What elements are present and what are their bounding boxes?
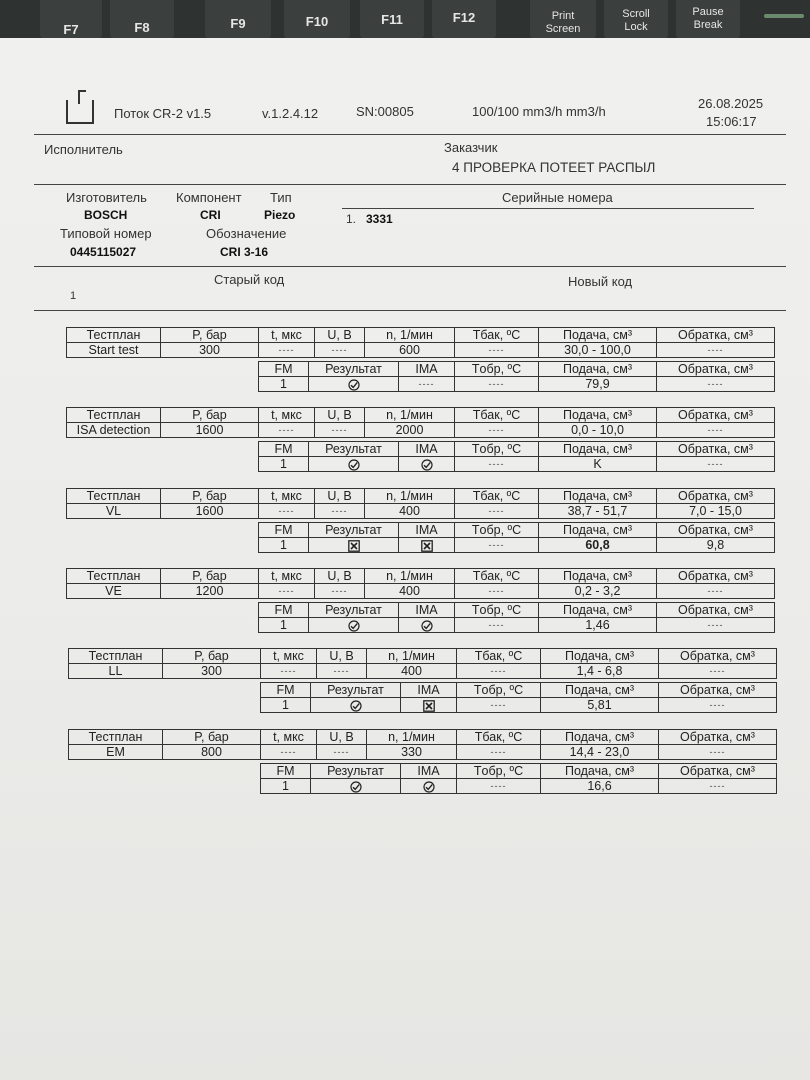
plan-return-range: ----: [657, 343, 775, 358]
check-fail-icon: [421, 540, 433, 552]
check-ok-icon: [350, 700, 362, 712]
plan-return-range: ----: [659, 745, 777, 760]
result-fm: 1: [261, 698, 311, 713]
customer-value: 4 ПРОВЕРКА ПОТЕЕТ РАСПЫЛ: [452, 160, 656, 175]
col-testplan: Тестплан: [69, 649, 163, 664]
plan-n: 400: [365, 584, 455, 599]
test-header-row: [67, 408, 775, 423]
maker-label: Изготовитель: [66, 190, 147, 205]
app-name: Поток CR-2 v1.5: [114, 106, 212, 121]
result-return: 9,8: [657, 538, 775, 553]
plan-n: 400: [367, 664, 457, 679]
type-value: Piezo: [264, 208, 296, 222]
plan-t: ----: [261, 664, 317, 679]
col-u: U, В: [317, 649, 367, 664]
new-code-label: Новый код: [568, 274, 633, 289]
col-supply: Подача, см³: [539, 603, 657, 618]
col-n: n, 1/мин: [367, 730, 457, 745]
result-fm: 1: [259, 377, 309, 392]
col-tobr: Tобр, ºC: [455, 523, 539, 538]
col-ima: IMA: [401, 764, 457, 779]
plan-t: ----: [259, 504, 315, 519]
col-p: P, бар: [163, 649, 261, 664]
executor-label: Исполнитель: [44, 142, 123, 157]
check-fail-icon: [423, 700, 435, 712]
test-header-row: [67, 569, 775, 584]
result-return: ----: [659, 698, 777, 713]
plan-tbak: ----: [457, 745, 541, 760]
result-row: [259, 377, 775, 392]
result-ima: [399, 538, 455, 553]
result-ima: [399, 618, 455, 633]
plan-return-range: ----: [659, 664, 777, 679]
result-result: [309, 377, 399, 392]
col-return: Обратка, см³: [657, 569, 775, 584]
col-tobr: Tобр, ºC: [457, 764, 541, 779]
result-header-row: [261, 683, 777, 698]
old-code-label: Старый код: [214, 272, 285, 287]
plan-u: ----: [317, 745, 367, 760]
customer-label: Заказчик: [444, 140, 498, 155]
result-fm: 1: [259, 618, 309, 633]
col-n: n, 1/мин: [367, 649, 457, 664]
plan-p: 300: [163, 664, 261, 679]
col-supply: Подача, см³: [541, 730, 659, 745]
col-p: P, бар: [161, 328, 259, 343]
result-ima: [401, 779, 457, 794]
key-f12: F12: [432, 0, 496, 40]
test-plan-row: [67, 423, 775, 438]
col-supply: Подача, см³: [539, 362, 657, 377]
col-p: P, бар: [161, 569, 259, 584]
header-divider: [34, 134, 786, 135]
result-result: [311, 779, 401, 794]
col-p: P, бар: [161, 489, 259, 504]
result-supply: 60,8: [539, 538, 657, 553]
col-testplan: Тестплан: [67, 569, 161, 584]
col-ima: IMA: [399, 442, 455, 457]
result-tobr: ----: [457, 698, 541, 713]
plan-p: 1600: [161, 504, 259, 519]
col-t: t, мкс: [259, 489, 315, 504]
report-date: 26.08.2025: [698, 96, 764, 111]
result-header-row: [259, 362, 775, 377]
result-return: ----: [659, 779, 777, 794]
col-testplan: Тестплан: [67, 328, 161, 343]
plan-tbak: ----: [455, 504, 539, 519]
col-p: P, бар: [161, 408, 259, 423]
result-return: ----: [657, 377, 775, 392]
result-supply: K: [539, 457, 657, 472]
serials-label: Серийные номера: [502, 190, 613, 205]
col-return: Обратка, см³: [659, 764, 777, 779]
col-result: Результат: [309, 523, 399, 538]
col-supply: Подача, см³: [541, 764, 659, 779]
plan-name: Start test: [67, 343, 161, 358]
col-return: Обратка, см³: [657, 328, 775, 343]
col-return: Обратка, см³: [659, 683, 777, 698]
col-tbak: Tбак, ºC: [457, 649, 541, 664]
keyboard-led: [764, 14, 804, 18]
check-ok-icon: [421, 620, 433, 632]
plan-t: ----: [259, 343, 315, 358]
col-ima: IMA: [401, 683, 457, 698]
designation-label: Обозначение: [206, 226, 287, 241]
keyboard-strip: [0, 0, 810, 42]
plan-tbak: ----: [455, 343, 539, 358]
col-supply: Подача, см³: [539, 328, 657, 343]
model-label: Типовой номер: [60, 226, 152, 241]
col-tbak: Tбак, ºC: [457, 730, 541, 745]
result-header-row: [261, 764, 777, 779]
col-t: t, мкс: [259, 569, 315, 584]
col-fm: FM: [261, 683, 311, 698]
col-return: Обратка, см³: [657, 408, 775, 423]
result-header-row: [259, 442, 775, 457]
test-header-row: [69, 730, 777, 745]
col-u: U, В: [315, 489, 365, 504]
plan-n: 330: [367, 745, 457, 760]
col-u: U, В: [315, 408, 365, 423]
col-supply: Подача, см³: [541, 683, 659, 698]
col-n: n, 1/мин: [365, 408, 455, 423]
result-row: [259, 457, 775, 472]
col-return: Обратка, см³: [657, 362, 775, 377]
result-fm: 1: [259, 538, 309, 553]
col-ima: IMA: [399, 523, 455, 538]
col-fm: FM: [261, 764, 311, 779]
col-u: U, В: [317, 730, 367, 745]
col-supply: Подача, см³: [539, 489, 657, 504]
result-row: [261, 698, 777, 713]
test-header-row: [69, 649, 777, 664]
check-ok-icon: [348, 379, 360, 391]
key-f8: F8: [110, 0, 174, 40]
col-fm: FM: [259, 442, 309, 457]
col-u: U, В: [315, 328, 365, 343]
col-fm: FM: [259, 362, 309, 377]
maker-value: BOSCH: [84, 208, 128, 222]
key-f11: F11: [360, 0, 424, 40]
col-tobr: Tобр, ºC: [457, 683, 541, 698]
col-result: Результат: [309, 603, 399, 618]
plan-tbak: ----: [455, 584, 539, 599]
key-f10: F10: [284, 0, 350, 40]
col-t: t, мкс: [259, 408, 315, 423]
device-serial: SN:00805: [356, 104, 414, 119]
old-code-value: 1: [70, 290, 77, 302]
col-t: t, мкс: [261, 730, 317, 745]
col-u: U, В: [315, 569, 365, 584]
report-paper: [0, 38, 810, 1080]
col-supply: Подача, см³: [539, 408, 657, 423]
result-return: ----: [657, 618, 775, 633]
col-fm: FM: [259, 523, 309, 538]
test-plan-row: [67, 504, 775, 519]
check-ok-icon: [348, 620, 360, 632]
col-return: Обратка, см³: [659, 730, 777, 745]
report-time: 15:06:17: [706, 114, 757, 129]
plan-p: 300: [161, 343, 259, 358]
check-ok-icon: [423, 781, 435, 793]
col-testplan: Тестплан: [69, 730, 163, 745]
serial-value: 3331: [366, 212, 393, 226]
col-tbak: Tбак, ºC: [455, 328, 539, 343]
result-result: [309, 538, 399, 553]
plan-u: ----: [315, 584, 365, 599]
plan-supply-range: 14,4 - 23,0: [541, 745, 659, 760]
result-header-row: [259, 603, 775, 618]
result-supply: 1,46: [539, 618, 657, 633]
check-fail-icon: [348, 540, 360, 552]
plan-t: ----: [261, 745, 317, 760]
col-tobr: Tобр, ºC: [455, 603, 539, 618]
col-n: n, 1/мин: [365, 489, 455, 504]
col-return: Обратка, см³: [657, 603, 775, 618]
plan-name: VE: [67, 584, 161, 599]
col-n: n, 1/мин: [365, 328, 455, 343]
plan-n: 400: [365, 504, 455, 519]
plan-return-range: ----: [657, 584, 775, 599]
serial-index: 1.: [346, 212, 357, 226]
test-plan-row: [67, 584, 775, 599]
col-tobr: Tобр, ºC: [455, 362, 539, 377]
result-row: [259, 618, 775, 633]
result-ima: [401, 698, 457, 713]
col-p: P, бар: [163, 730, 261, 745]
result-return: ----: [657, 457, 775, 472]
plan-u: ----: [315, 423, 365, 438]
result-supply: 5,81: [541, 698, 659, 713]
key-f9: F9: [205, 0, 271, 40]
col-supply: Подача, см³: [539, 442, 657, 457]
col-return: Обратка, см³: [657, 523, 775, 538]
result-result: [309, 618, 399, 633]
plan-supply-range: 0,2 - 3,2: [539, 584, 657, 599]
component-value: CRI: [200, 208, 221, 222]
col-ima: IMA: [399, 603, 455, 618]
col-supply: Подача, см³: [539, 569, 657, 584]
result-result: [309, 457, 399, 472]
result-tobr: ----: [455, 377, 539, 392]
test-plan-row: [67, 343, 775, 358]
col-result: Результат: [311, 683, 401, 698]
result-supply: 16,6: [541, 779, 659, 794]
key-f7: F7: [40, 0, 102, 40]
plan-t: ----: [259, 584, 315, 599]
test-plan-row: [69, 745, 777, 760]
col-return: Обратка, см³: [659, 649, 777, 664]
key-pause-break: Pause Break: [676, 0, 740, 40]
col-testplan: Тестплан: [67, 489, 161, 504]
test-header-row: [67, 328, 775, 343]
plan-return-range: ----: [657, 423, 775, 438]
plan-supply-range: 0,0 - 10,0: [539, 423, 657, 438]
key-print-screen: Print Screen: [530, 0, 596, 40]
designation-value: CRI 3-16: [220, 245, 269, 259]
plan-u: ----: [317, 664, 367, 679]
col-ima: IMA: [399, 362, 455, 377]
plan-name: ISA detection: [67, 423, 161, 438]
plan-name: EM: [69, 745, 163, 760]
col-tbak: Tбак, ºC: [455, 489, 539, 504]
type-label: Тип: [270, 190, 292, 205]
check-ok-icon: [421, 459, 433, 471]
app-logo-icon: [66, 100, 94, 124]
col-tbak: Tбак, ºC: [455, 569, 539, 584]
result-tobr: ----: [455, 538, 539, 553]
plan-name: LL: [69, 664, 163, 679]
plan-t: ----: [259, 423, 315, 438]
plan-tbak: ----: [457, 664, 541, 679]
client-divider: [34, 184, 786, 185]
plan-p: 1600: [161, 423, 259, 438]
result-result: [311, 698, 401, 713]
plan-p: 1200: [161, 584, 259, 599]
key-scroll-lock: Scroll Lock: [604, 0, 668, 40]
col-supply: Подача, см³: [539, 523, 657, 538]
check-ok-icon: [348, 459, 360, 471]
plan-n: 600: [365, 343, 455, 358]
plan-tbak: ----: [455, 423, 539, 438]
serials-divider: [342, 208, 754, 209]
col-result: Результат: [309, 362, 399, 377]
check-ok-icon: [350, 781, 362, 793]
component-label: Компонент: [176, 190, 242, 205]
result-supply: 79,9: [539, 377, 657, 392]
plan-u: ----: [315, 504, 365, 519]
col-tobr: Tобр, ºC: [455, 442, 539, 457]
test-header-row: [67, 489, 775, 504]
app-version: v.1.2.4.12: [262, 106, 319, 121]
result-header-row: [259, 523, 775, 538]
result-row: [259, 538, 775, 553]
col-testplan: Тестплан: [67, 408, 161, 423]
col-tbak: Tбак, ºC: [455, 408, 539, 423]
product-divider: [34, 266, 786, 267]
result-ima: ----: [399, 377, 455, 392]
col-result: Результат: [309, 442, 399, 457]
col-return: Обратка, см³: [657, 442, 775, 457]
col-t: t, мкс: [261, 649, 317, 664]
plan-supply-range: 1,4 - 6,8: [541, 664, 659, 679]
plan-return-range: 7,0 - 15,0: [657, 504, 775, 519]
result-tobr: ----: [455, 618, 539, 633]
plan-supply-range: 30,0 - 100,0: [539, 343, 657, 358]
plan-n: 2000: [365, 423, 455, 438]
result-tobr: ----: [457, 779, 541, 794]
plan-name: VL: [67, 504, 161, 519]
plan-u: ----: [315, 343, 365, 358]
col-n: n, 1/мин: [365, 569, 455, 584]
col-supply: Подача, см³: [541, 649, 659, 664]
result-tobr: ----: [455, 457, 539, 472]
col-fm: FM: [259, 603, 309, 618]
result-row: [261, 779, 777, 794]
result-fm: 1: [261, 779, 311, 794]
result-fm: 1: [259, 457, 309, 472]
test-plan-row: [69, 664, 777, 679]
result-ima: [399, 457, 455, 472]
col-t: t, мкс: [259, 328, 315, 343]
col-result: Результат: [311, 764, 401, 779]
flow-rate: 100/100 mm3/h mm3/h: [472, 104, 606, 119]
plan-p: 800: [163, 745, 261, 760]
col-return: Обратка, см³: [657, 489, 775, 504]
plan-supply-range: 38,7 - 51,7: [539, 504, 657, 519]
model-value: 0445115027: [70, 245, 137, 259]
codes-divider: [34, 310, 786, 311]
